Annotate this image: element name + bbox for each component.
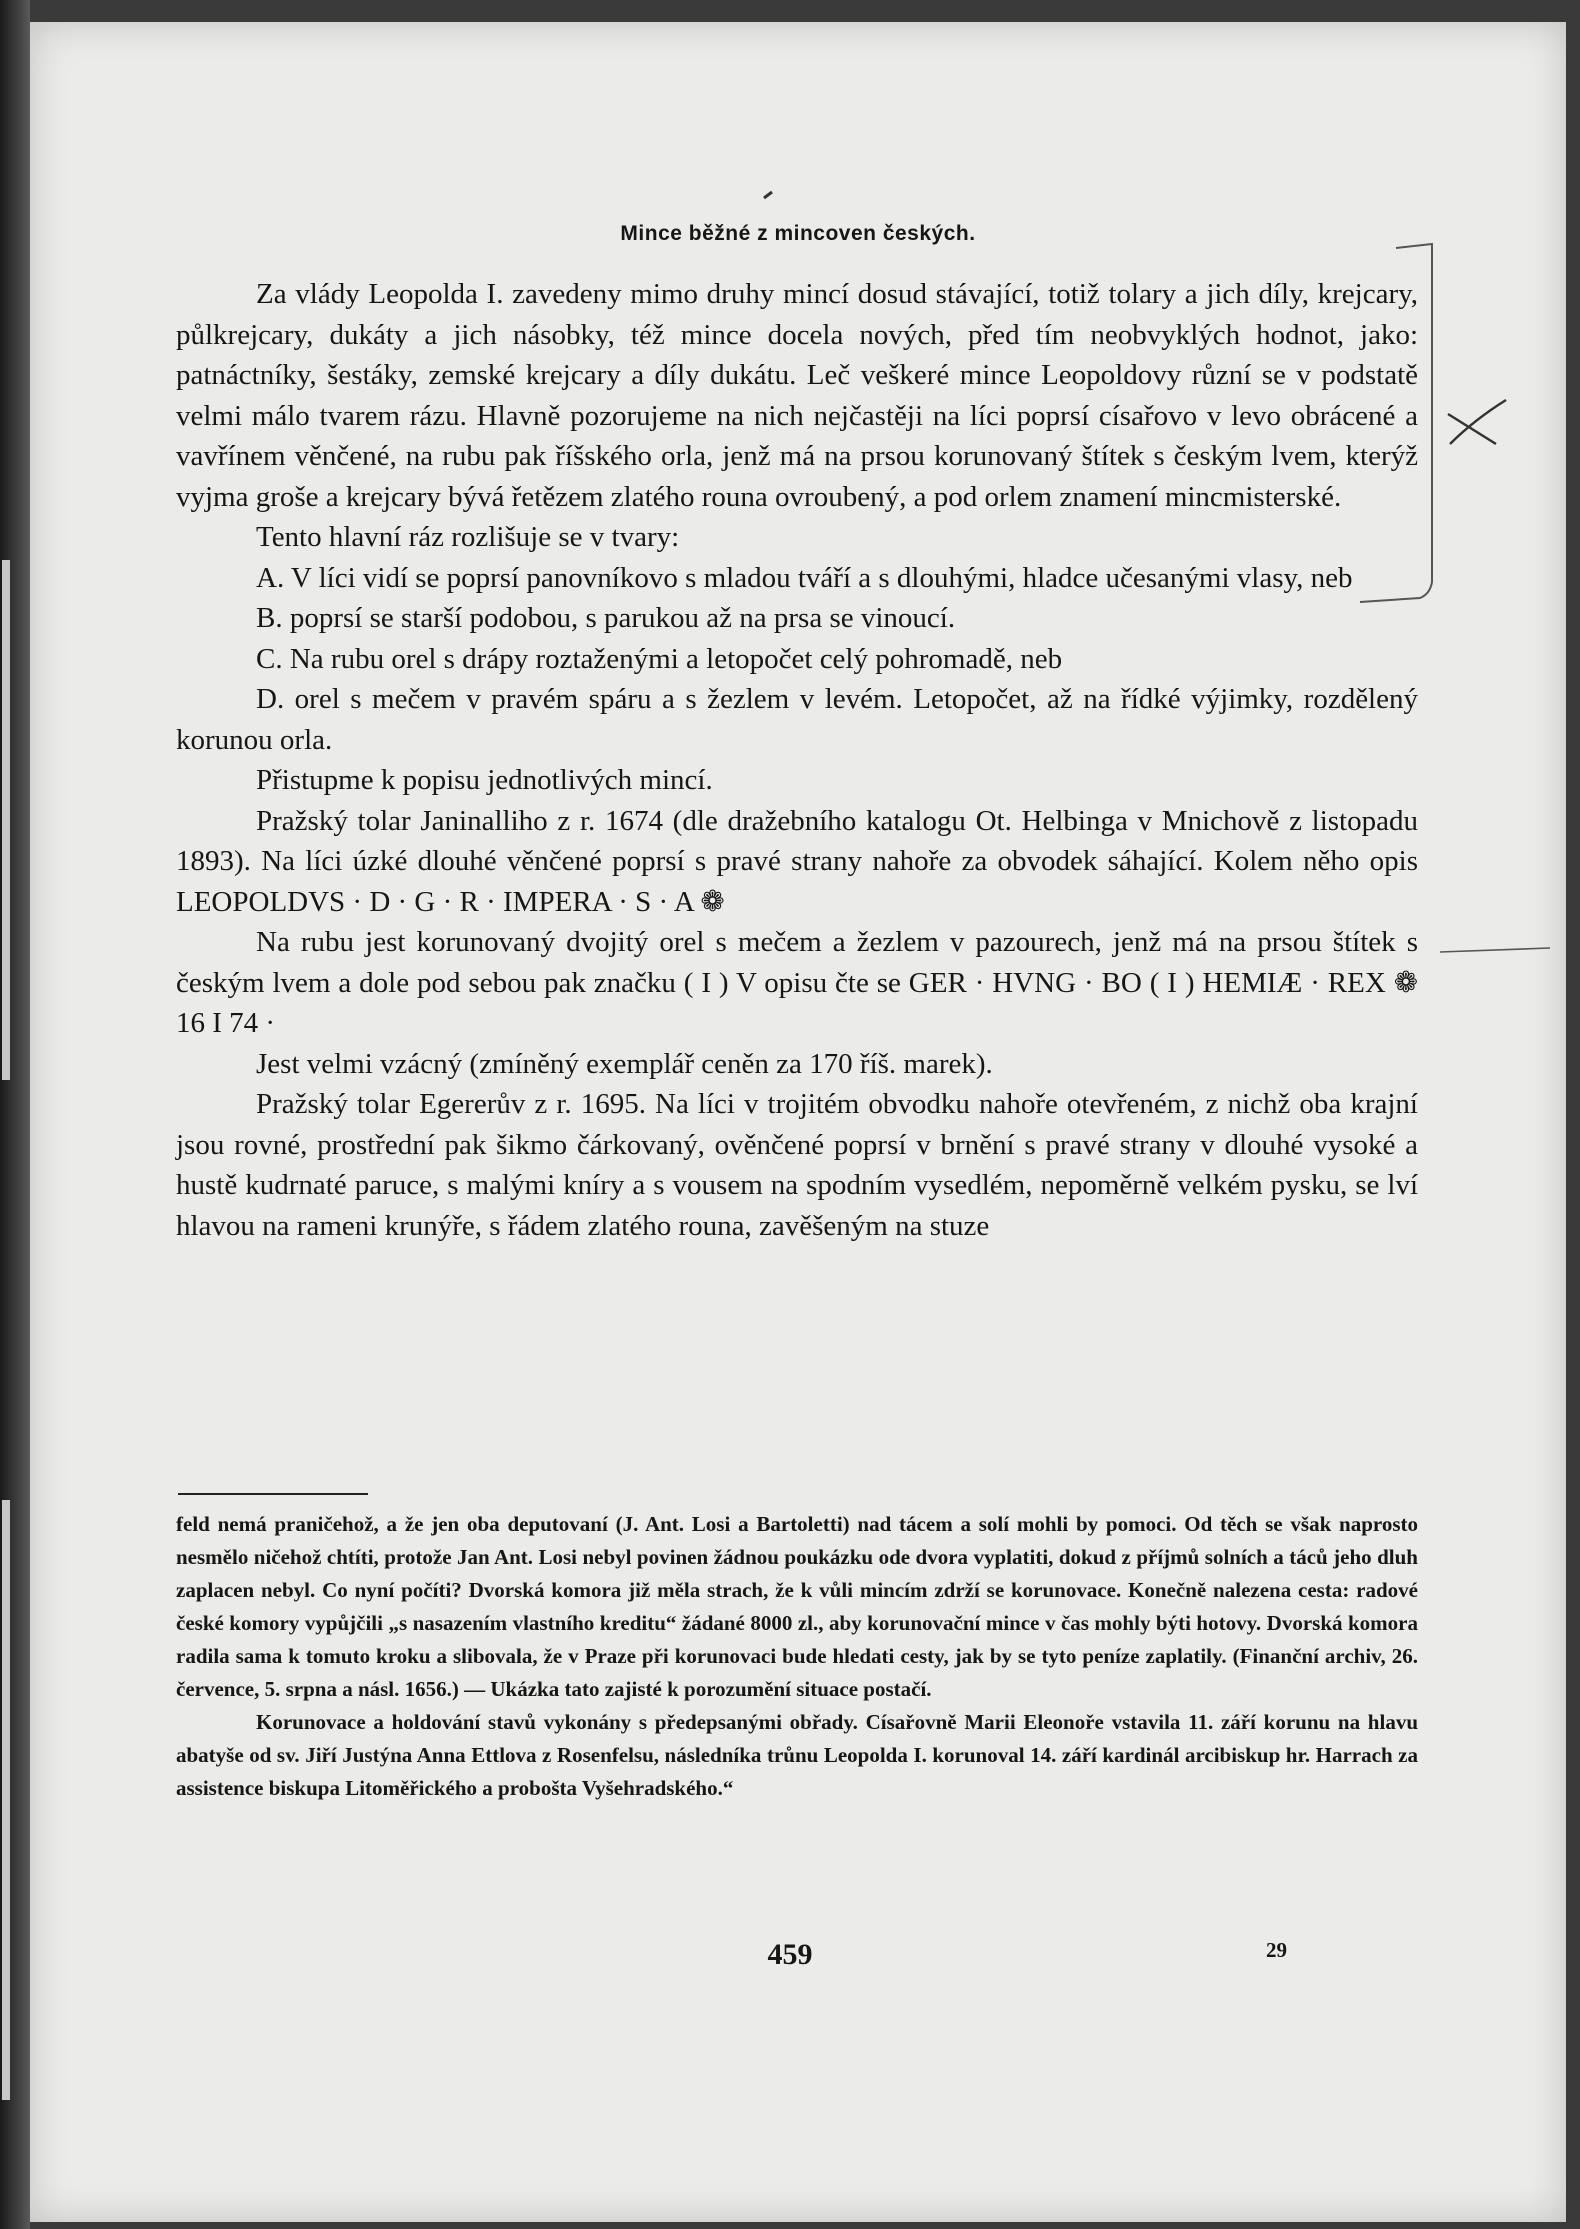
paragraph: C. Na rubu orel s drápy roztaženými a letopočet celý pohromadě, neb xyxy=(256,642,1063,675)
binding-highlight xyxy=(2,1500,10,2100)
paragraph: D. orel s mečem v pravém spáru a s žezlem v levém. Letopočet, až na řídké výjimky, rozdělený korunou orla. xyxy=(176,683,1418,756)
paragraph: A. V líci vidí se poprsí panovníkovo s mladou tváří a s dlouhými, hladce učesanými vlasy, neb xyxy=(256,561,1353,594)
paragraph: Tento hlavní ráz rozlišuje se v tvary: xyxy=(256,521,680,553)
paragraph: B. poprsí se starší podobou, s parukou až na prsa se vinoucí. xyxy=(256,602,956,634)
footnote: Korunovace a holdování stavů vykonány s předepsanými obřady. Císařovně Marii Eleonoře vstavila 11. září korunu na hlavu abatyše od sv. Jiří Justýna Anna Ettlova z Rosenfelsu, následníka trůnu Leopolda I. korunoval 14. září kardinál arcibiskup hr. Harrach za assistence biskupa Litoměřického a probošta Vyšehradského.“ xyxy=(176,1710,1418,1800)
margin-bracket-mark xyxy=(1360,244,1432,602)
book-binding-edge xyxy=(0,0,30,2229)
ink-speck xyxy=(764,192,772,198)
binding-highlight xyxy=(2,560,10,1080)
paragraph: Na rubu jest korunovaný dvojitý orel s mečem a žezlem v pazourech, jenž má na prsou štítek s českým lvem a dole pod sebou pak značku ( I ) V opisu čte se GER · HVNG · BO ( I ) HEMIÆ · REX ❁ 16 I 74 · xyxy=(176,926,1418,1039)
book-page xyxy=(30,22,1566,2222)
paragraph: Pražský tolar Egererův z r. 1695. Na líci v trojitém obvodku nahoře otevřeném, z nichž oba krajní jsou rovné, prostřední pak šikmo čárkovaný, ověnčené poprsí v brnění s pravé strany v dlouhé vysoké a hustě kudrnaté paruce, s malými kníry a s vousem na spodním vysedlém, nepoměrně velkém pysku, se lví hlavou na rameni krunýře, s řádem zlatého rouna, zavěšeným na stuze xyxy=(176,1088,1418,1242)
margin-cross-mark xyxy=(1448,400,1506,444)
paragraph: Pražský tolar Janinalliho z r. 1674 (dle dražebního katalogu Ot. Helbinga v Mnichově z listopadu 1893). Na líci úzké dlouhé věnčené poprsí s pravé strany nahoře za obvodek sáhající. Kolem něho opis LEOPOLDVS · D · G · R · IMPERA · S · A ❁ xyxy=(176,804,1418,918)
signature-mark: 29 xyxy=(1266,1938,1287,1962)
page-number: 459 xyxy=(767,1938,813,1971)
paragraph: Jest velmi vzácný (zmíněný exemplář ceněn za 170 říš. marek). xyxy=(256,1047,993,1080)
pencil-annotations xyxy=(30,22,1566,2222)
margin-line-mark xyxy=(1440,948,1550,952)
running-head: Mince běžné z mincoven českých. xyxy=(620,222,976,245)
paragraph: Přistupme k popisu jednotlivých mincí. xyxy=(256,764,713,796)
paragraph: Za vlády Leopolda I. zavedeny mimo druhy mincí dosud stávající, totiž tolary a jich díly, krejcary, půlkrejcary, dukáty a jich násobky, též mince docela nových, před tím neobvyklých hodnot, jako: patnáctníky, šestáky, zemské krejcary a díly dukátu. Leč veškeré mince Leopoldovy různí se v podstatě velmi málo tvarem rázu. Hlavně pozorujeme na nich nejčastěji na líci poprsí císařovo v levo obrácené a vavřínem věnčené, na rubu pak říšského orla, jenž má na prsou korunovaný štítek s českým lvem, kterýž vyjma groše a krejcary bývá řetězem zlatého rouna ovroubený, a pod orlem znamení mincmisterské. xyxy=(176,278,1418,513)
footnote: feld nemá praničehož, a že jen oba deputovaní (J. Ant. Losi a Bartoletti) nad tácem a solí mohli by pomoci. Od těch se však naprosto nesmělo ničehož chtíti, protože Jan Ant. Losi nebyl povinen žádnou poukázku ode dvora vyplatiti, dokud z příjmů solních a táců jeho dluh zaplacen nebyl. Co nyní počíti? Dvorská komora již měla strach, že k vůli mincím zdrží se korunovace. Konečně nalezena cesta: radové české komory vypůjčili „s nasazením vlastního kreditu“ žádané 8000 zl., aby korunovační mince v čas mohly býti hotovy. Dvorská komora radila sama k tomuto kroku a slibovala, že v Praze při korunovaci bude hledati cesty, jak by se tyto peníze zaplatily. (Finanční archiv, 26. července, 5. srpna a násl. 1656.) — Ukázka tato zajisté k porozumění situace postačí. xyxy=(176,1512,1418,1701)
